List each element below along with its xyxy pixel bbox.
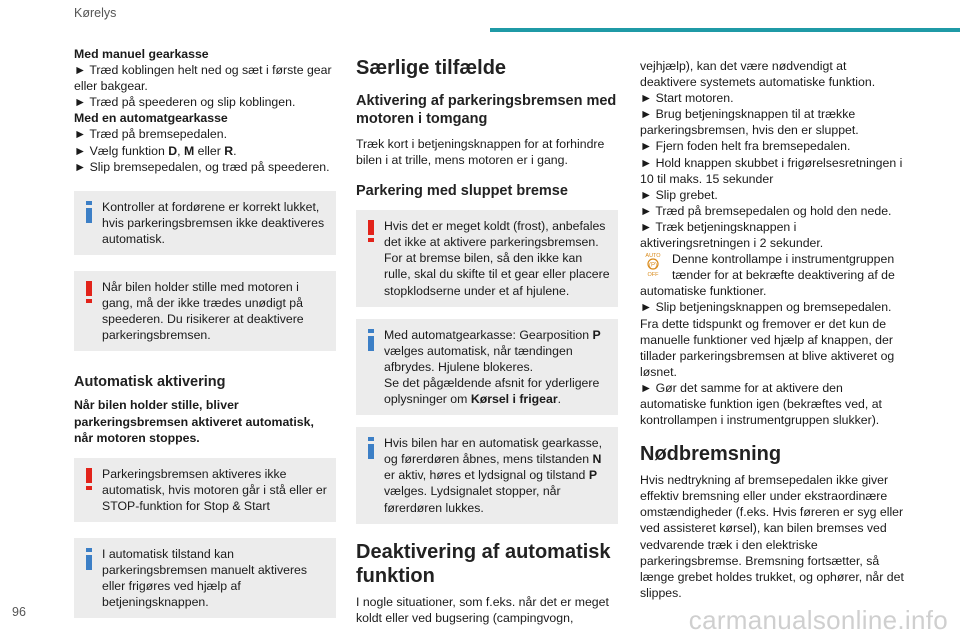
auto-step-2	[74, 143, 336, 159]
warning-lamp-paragraph	[640, 251, 904, 299]
info-text-part: Hvis bilen har en automatisk gearkasse, og førerdøren åbnes, mens tilstanden	[384, 436, 603, 467]
auto-step-1: ► Træd på bremsepedalen.	[74, 127, 227, 142]
manual-gearbox-title: Med manuel gearkasse	[74, 47, 209, 61]
deactivation-step: ► Gør det samme for at aktivere den automatiske funktion igen (bekræftes ved, at kontrollampen i instrumentgruppen slukker).	[640, 380, 882, 428]
auto-off-lamp-icon	[640, 251, 666, 277]
watermark: carmanualsonline.info	[688, 605, 948, 635]
info-icon	[364, 329, 378, 351]
header-accent-bar	[490, 28, 960, 32]
warning-text: Hvis det er meget koldt (frost), anbefales det ikke at aktivere parkeringsbremsen. For at bremse bilen, så den ikke kan rulle, skal du skifte til et gear eller placere stopklodserne under et af hjulene.	[384, 219, 610, 298]
gear-p: P	[588, 468, 598, 483]
deactivation-text: I nogle situationer, som f.eks. når det er meget koldt eller ved bugsering (campingvogn,	[356, 594, 609, 625]
auto-step-2-sep1: ,	[177, 143, 184, 158]
warning-icon	[82, 281, 96, 303]
info-box	[74, 191, 336, 255]
info-text-part: .	[557, 392, 562, 407]
section-heading-emergency: Nødbremsning	[640, 443, 782, 466]
warning-box	[74, 458, 336, 522]
column-middle	[356, 56, 618, 626]
info-icon	[82, 548, 96, 570]
warning-icon	[364, 220, 378, 242]
deactivation-note: Fra dette tidspunkt og fremover er det kun de manuelle funktioner ved hjælp af knappen, der tillader parkeringsbremsen at blive aktiveret og løsnet.	[640, 316, 895, 379]
info-icon	[364, 437, 378, 459]
column-right	[640, 58, 904, 601]
info-icon	[82, 201, 96, 223]
svg-text:(P): (P)	[649, 262, 657, 269]
info-text-part: Se det pågældende afsnit for yderligere oplysninger om	[384, 375, 600, 407]
deactivation-step: ► Hold knappen skubbet i frigørelsesretningen i 10 til maks. 15 sekunder	[640, 155, 903, 186]
deactivation-step: ► Slip grebet.	[640, 187, 718, 202]
info-text-part: vælges. Lydsignalet stopper, når førerdøren lukkes.	[384, 484, 561, 515]
warning-lamp-text: Denne kontrollampe i instrumentgruppen tænder for at bekræfte deaktivering af de automatiske funktioner.	[640, 252, 895, 299]
deactivation-step: ► Brug betjeningsknappen til at trække parkeringsbremsen, hvis den er sluppet.	[640, 107, 859, 138]
page-header-title: Kørelys	[74, 6, 117, 20]
deactivation-step: ► Fjern foden helt fra bremsepedalen.	[640, 139, 851, 154]
auto-gearbox-title: Med en automatgearkasse	[74, 111, 228, 126]
cross-reference: Kørsel i frigear	[470, 392, 558, 407]
auto-step-2-sep2: eller	[194, 143, 225, 158]
gear-m: M	[183, 143, 195, 158]
gear-r: R	[224, 143, 234, 158]
deactivation-step: ► Start motoren.	[640, 91, 734, 106]
idle-activation-text: Træk kort i betjeningsknappen for at forhindre bilen i at trille, mens motoren er i gang.	[356, 137, 605, 168]
auto-step-2-text: ► Vælg funktion	[74, 143, 169, 158]
manual-step-1: ► Træd koblingen helt ned og sæt i første gear eller bakgear.	[74, 63, 332, 94]
emergency-text: Hvis nedtrykning af bremsepedalen ikke giver effektiv bremsning eller under ekstraordinære omstændigheder (f.eks. Hvis føreren er syg eller ved assisteret kørsel), kan bilen bremses ved vedvarende træk i den elektriske parkeringsbremse. Bremsning fortsætter, så længe grebet holdes trukket, og ophører, når det slippes.	[640, 473, 904, 600]
deactivation-step: ► Træk betjeningsknappen i aktiveringsretningen i 2 sekunder.	[640, 219, 824, 251]
auto-off-lamp-bottom-label: OFF	[647, 272, 659, 278]
auto-off-lamp-top-label: AUTO	[645, 253, 661, 260]
warning-box	[74, 271, 336, 351]
info-box	[356, 427, 618, 523]
info-box	[356, 319, 618, 415]
auto-activation-text: Når bilen holder stille, bliver parkeringsbremsen aktiveret automatisk, når motoren stoppes.	[74, 398, 314, 445]
warning-text: Parkeringsbremsen aktiveres ikke automatisk, hvis motoren går i stå eller er STOP-funktion for Stop & Start	[102, 466, 327, 513]
deactivation-step: ► Slip betjeningsknappen og bremsepedalen.	[640, 300, 892, 315]
subheading-idle-activation: Aktivering af parkeringsbremsen med motoren i tomgang	[356, 93, 617, 127]
info-text: Kontroller at fordørene er korrekt lukket, hvis parkeringsbremsen ikke deaktiveres automatisk.	[102, 199, 325, 246]
subheading-released-brake: Parkering med sluppet bremse	[356, 183, 568, 200]
auto-step-3: ► Slip bremsepedalen, og træd på speederen.	[74, 159, 330, 174]
warning-text: Når bilen holder stille med motoren i gang, må der ikke trædes unødigt på speederen. Du risikerer at deaktivere parkeringsbremsen.	[102, 280, 304, 343]
section-heading-deactivation: Deaktivering af automatisk funktion	[356, 540, 611, 587]
info-text	[366, 327, 610, 407]
info-box	[74, 538, 336, 618]
section-heading-auto-activation: Automatisk aktivering	[74, 374, 226, 391]
deactivation-continued: vejhjælp), kan det være nødvendigt at deaktivere systemets automatiske funktion.	[640, 59, 876, 90]
warning-box	[356, 210, 618, 306]
column-left	[74, 46, 336, 618]
info-text	[366, 435, 610, 515]
info-text-part: er aktiv, høres et lydsignal og tilstand	[384, 468, 589, 483]
deactivation-step: ► Træd på bremsepedalen og hold den nede.	[640, 203, 892, 218]
auto-step-2-end: .	[233, 143, 237, 158]
section-heading-special-cases: Særlige tilfælde	[356, 57, 507, 79]
gear-p: P	[592, 327, 601, 342]
info-text-part: Med automatgearkasse: Gearposition	[384, 327, 593, 342]
page-number: 96	[12, 605, 26, 619]
gear-d: D	[168, 143, 178, 158]
info-text: I automatisk tilstand kan parkeringsbremsen manuelt aktiveres eller frigøres ved hjælp af betjeningsknappen.	[102, 546, 308, 610]
info-text-part: vælges automatisk, når tændingen afbrydes. Hjulene blokeres.	[384, 343, 573, 374]
gear-n: N	[592, 452, 602, 467]
manual-step-2: ► Træd på speederen og slip koblingen.	[74, 95, 296, 110]
warning-icon	[82, 468, 96, 490]
